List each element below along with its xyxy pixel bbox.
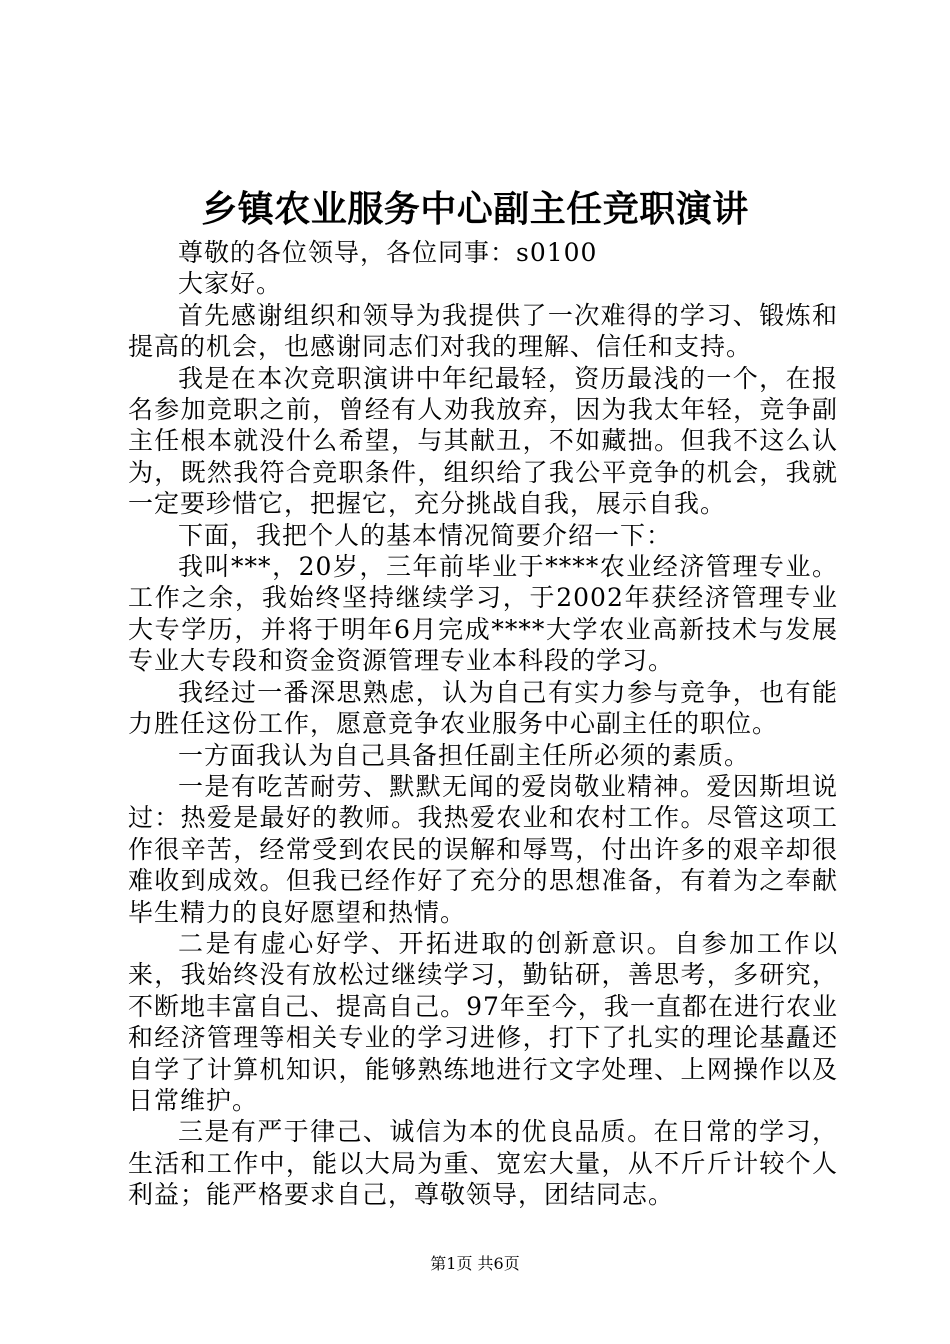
salutation-paragraph: 尊敬的各位领导，各位同事：s0100 [178,238,598,267]
body-paragraph: 下面，我把个人的基本情况简要介绍一下： [178,520,673,550]
body-paragraph: 一是有吃苦耐劳、默默无闻的爱岗敬业精神。爱因斯坦说过：热爱是最好的教师。我热爱农业和农村工作。尽管这项工作很辛苦，经常受到农民的误解和辱骂，付出许多的艰辛却很难收到成效。但我已经作好了充分的思想准备，有着为之奉献毕生精力的良好愿望和热情。 [128,771,838,927]
body-paragraph: 一方面我认为自己具备担任副主任所必须的素质。 [178,740,751,770]
body-paragraph: 我叫***，20岁，三年前毕业于****农业经济管理专业。工作之余，我始终坚持继续学习，于2002年获经济管理专业大专学历，并将于明年6月完成****大学农业高新技术与发展专业大专段和资金资源管理专业本科段的学习。 [128,552,838,676]
document-body [128,237,838,1211]
body-paragraph: 我经过一番深思熟虑，认为自己有实力参与竞争，也有能力胜任这份工作，愿意竞争农业服务中心副主任的职位。 [128,677,838,739]
body-paragraph: 我是在本次竞职演讲中年纪最轻，资历最浅的一个，在报名参加竞职之前，曾经有人劝我放弃，因为我太年轻，竞争副主任根本就没什么希望，与其献丑，不如藏拙。但我不这么认为，既然我符合竞职条件，组织给了我公平竞争的机会，我就一定要珍惜它，把握它，充分挑战自我，展示自我。 [128,363,838,519]
page-footer: 第1页 共6页 [430,1254,520,1273]
body-paragraph: 二是有虚心好学、开拓进取的创新意识。自参加工作以来，我始终没有放松过继续学习，勤钻研，善思考，多研究，不断地丰富自己、提高自己。97年至今，我一直都在进行农业和经济管理等相关专业的学习进修，打下了扎实的理论基矗还自学了计算机知识，能够熟练地进行文字处理、上网操作以及日常维护。 [128,928,838,1115]
greeting-paragraph: 大家好。 [178,269,283,299]
document-title: 乡镇农业服务中心副主任竞职演讲 [201,188,749,230]
body-paragraph: 首先感谢组织和领导为我提供了一次难得的学习、锻炼和提高的机会，也感谢同志们对我的理解、信任和支持。 [128,300,838,362]
body-paragraph: 三是有严于律己、诚信为本的优良品质。在日常的学习，生活和工作中，能以大局为重、宽宏大量，从不斤斤计较个人利益；能严格要求自己，尊敬领导，团结同志。 [128,1117,838,1210]
